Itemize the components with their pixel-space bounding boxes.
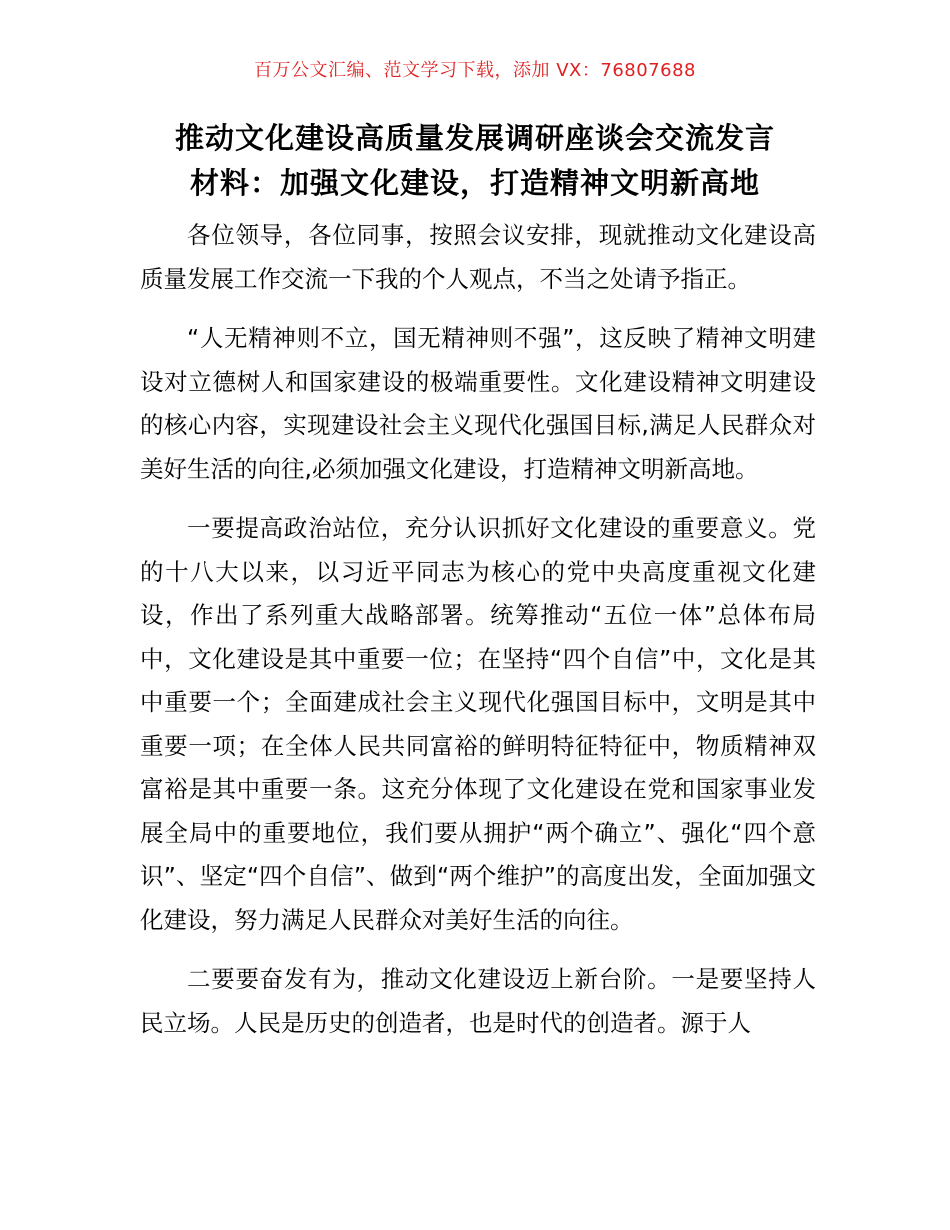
document-body [140,214,816,1061]
paragraph-point-two: 二要要奋发有为，推动文化建设迈上新台阶。一是要坚持人民立场。人民是历史的创造者，也是时代的创造者。源于人 [140,965,816,1037]
paragraph-opening: 各位领导，各位同事，按照会议安排，现就推动文化建设高质量发展工作交流一下我的个人观点，不当之处请予指正。 [140,221,816,293]
paragraph-intro: “人无精神则不立，国无精神则不强”，这反映了精神文明建设对立德树人和国家建设的极端重要性。文化建设精神文明建设的核心内容，实现建设社会主义现代化强国目标,满足人民群众对美好生活的向往,必须加强文化建设，打造精神文明新高地。 [140,324,816,483]
paragraph-point-one: 一要提高政治站位，充分认识抓好文化建设的重要意义。党的十八大以来，以习近平同志为核心的党中央高度重视文化建设，作出了系列重大战略部署。统筹推动“五位一体”总体布局中，文化建设是其中重要一位；在坚持“四个自信”中，文化是其中重要一个；全面建成社会主义现代化强国目标中，文明是其中重要一项；在全体人民共同富裕的鲜明特征特征中，物质精神双富裕是其中重要一条。这充分体现了文化建设在党和国家事业发展全局中的重要地位，我们要从拥护“两个确立”、强化“四个意识”、坚定“四个自信”、做到“两个维护”的高度出发，全面加强文化建设，努力满足人民群众对美好生活的向往。 [140,514,816,934]
title-line-1: 推动文化建设高质量发展调研座谈会交流发言 [174,121,775,155]
header-note: 百万公文汇编、范文学习下载，添加 VX：76807688 [254,60,696,81]
title-line-2: 材料：加强文化建设，打造精神文明新高地 [189,166,760,200]
document-title [110,116,840,206]
